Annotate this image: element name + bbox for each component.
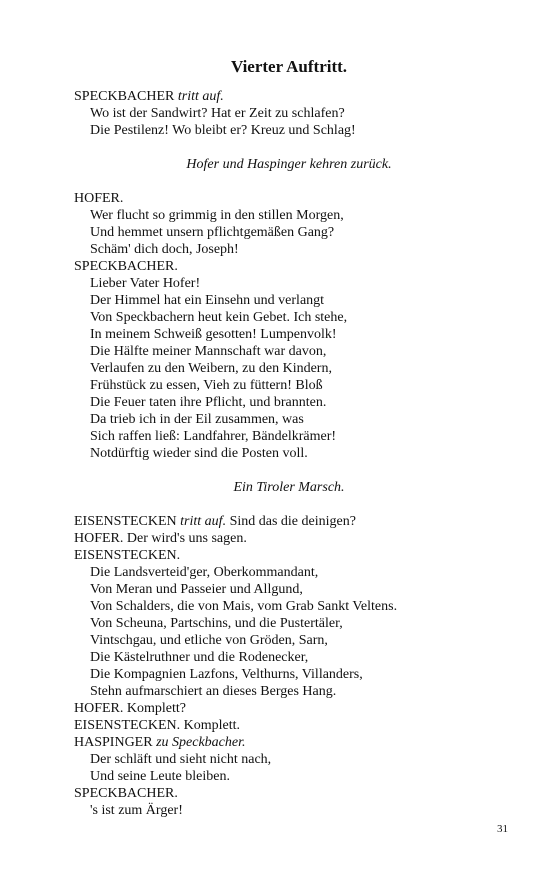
speech-text: Sind das die deinigen? [226, 514, 356, 529]
verse-line: Sich raffen ließ: Landfahrer, Bändelkrämer! [90, 429, 337, 444]
verse-line: Frühstück zu essen, Vieh zu füttern! Bloß [90, 378, 323, 393]
blank-line [74, 462, 474, 479]
scene-title: Vierter Auftritt. [230, 57, 348, 76]
speech-text: Komplett. [180, 718, 241, 733]
speaker-name: HOFER. [74, 701, 124, 716]
verse-line: Lieber Vater Hofer! [90, 276, 201, 291]
verse-line: Von Speckbachern heut kein Gebet. Ich stehe, [90, 310, 348, 325]
inline-stage-direction: zu Speckbacher. [156, 735, 246, 750]
verse-line: Und seine Leute bleiben. [90, 769, 230, 784]
verse-line: Von Scheuna, Partschins, und die Pustertäler, [90, 616, 343, 631]
stage-direction: Hofer und Haspinger kehren zurück. [186, 157, 392, 172]
speaker-line [74, 717, 474, 734]
speaker-line [74, 700, 474, 717]
speaker-line [74, 547, 474, 564]
verse-line: Schäm' dich doch, Joseph! [90, 242, 239, 257]
speaker-name: EISENSTECKEN [74, 514, 177, 529]
speaker-name: HOFER. [74, 191, 124, 206]
speaker-line [74, 190, 474, 207]
verse-line: Da trieb ich in der Eil zusammen, was [90, 412, 304, 427]
verse-line: Vintschgau, und etliche von Gröden, Sarn, [90, 633, 328, 648]
verse-line: Die Kompagnien Lazfons, Velthurns, Villanders, [90, 667, 363, 682]
verse-line: Die Pestilenz! Wo bleibt er? Kreuz und Schlag! [90, 123, 356, 138]
speaker-line [74, 258, 474, 275]
verse-line: Von Meran und Passeier und Allgund, [90, 582, 303, 597]
speech-text: Der wird's uns sagen. [123, 531, 247, 546]
blank-line [74, 139, 474, 156]
blank-line [74, 496, 474, 513]
inline-stage-direction: tritt auf. [177, 89, 224, 104]
verse-line: Die Kästelruthner und die Rodenecker, [90, 650, 309, 665]
speaker-name: SPECKBACHER. [74, 786, 178, 801]
verse-line: Wo ist der Sandwirt? Hat er Zeit zu schlafen? [90, 106, 345, 121]
speaker-line [74, 785, 474, 802]
verse-line: 's ist zum Ärger! [90, 803, 183, 818]
inline-stage-direction: tritt auf. [180, 514, 227, 529]
speech-text: Komplett? [123, 701, 187, 716]
verse-line: Wer flucht so grimmig in den stillen Morgen, [90, 208, 344, 223]
speaker-name: EISENSTECKEN. [74, 548, 181, 563]
verse-line: Die Landsverteid'ger, Oberkommandant, [90, 565, 319, 580]
verse-line: Notdürftig wieder sind die Posten voll. [90, 446, 308, 461]
play-text [74, 88, 474, 819]
verse-line: Und hemmet unsern pflichtgemäßen Gang? [90, 225, 335, 240]
speaker-line [74, 734, 474, 751]
speaker-name: HOFER. [74, 531, 124, 546]
verse-line: Die Feuer taten ihre Pflicht, und brannten. [90, 395, 327, 410]
speaker-line [74, 530, 474, 547]
stage-direction: Ein Tiroler Marsch. [233, 480, 345, 495]
play-page [74, 56, 474, 819]
verse-line: In meinem Schweiß gesotten! Lumpenvolk! [90, 327, 337, 342]
speaker-name: SPECKBACHER. [74, 259, 178, 274]
verse-line: Der schläft und sieht nicht nach, [90, 752, 272, 767]
verse-line: Von Schalders, die von Mais, vom Grab Sankt Veltens. [90, 599, 398, 614]
speaker-line [74, 513, 474, 530]
speaker-name: HASPINGER [74, 735, 153, 750]
speaker-name: SPECKBACHER [74, 89, 175, 104]
verse-line: Die Hälfte meiner Mannschaft war davon, [90, 344, 327, 359]
verse-line: Stehn aufmarschiert an dieses Berges Hang. [90, 684, 337, 699]
verse-line: Verlaufen zu den Weibern, zu den Kindern, [90, 361, 332, 376]
speaker-name: EISENSTECKEN. [74, 718, 181, 733]
verse-line: Der Himmel hat ein Einsehn und verlangt [90, 293, 325, 308]
blank-line [74, 173, 474, 190]
page-number: 31 [497, 823, 508, 835]
speaker-line [74, 88, 474, 105]
